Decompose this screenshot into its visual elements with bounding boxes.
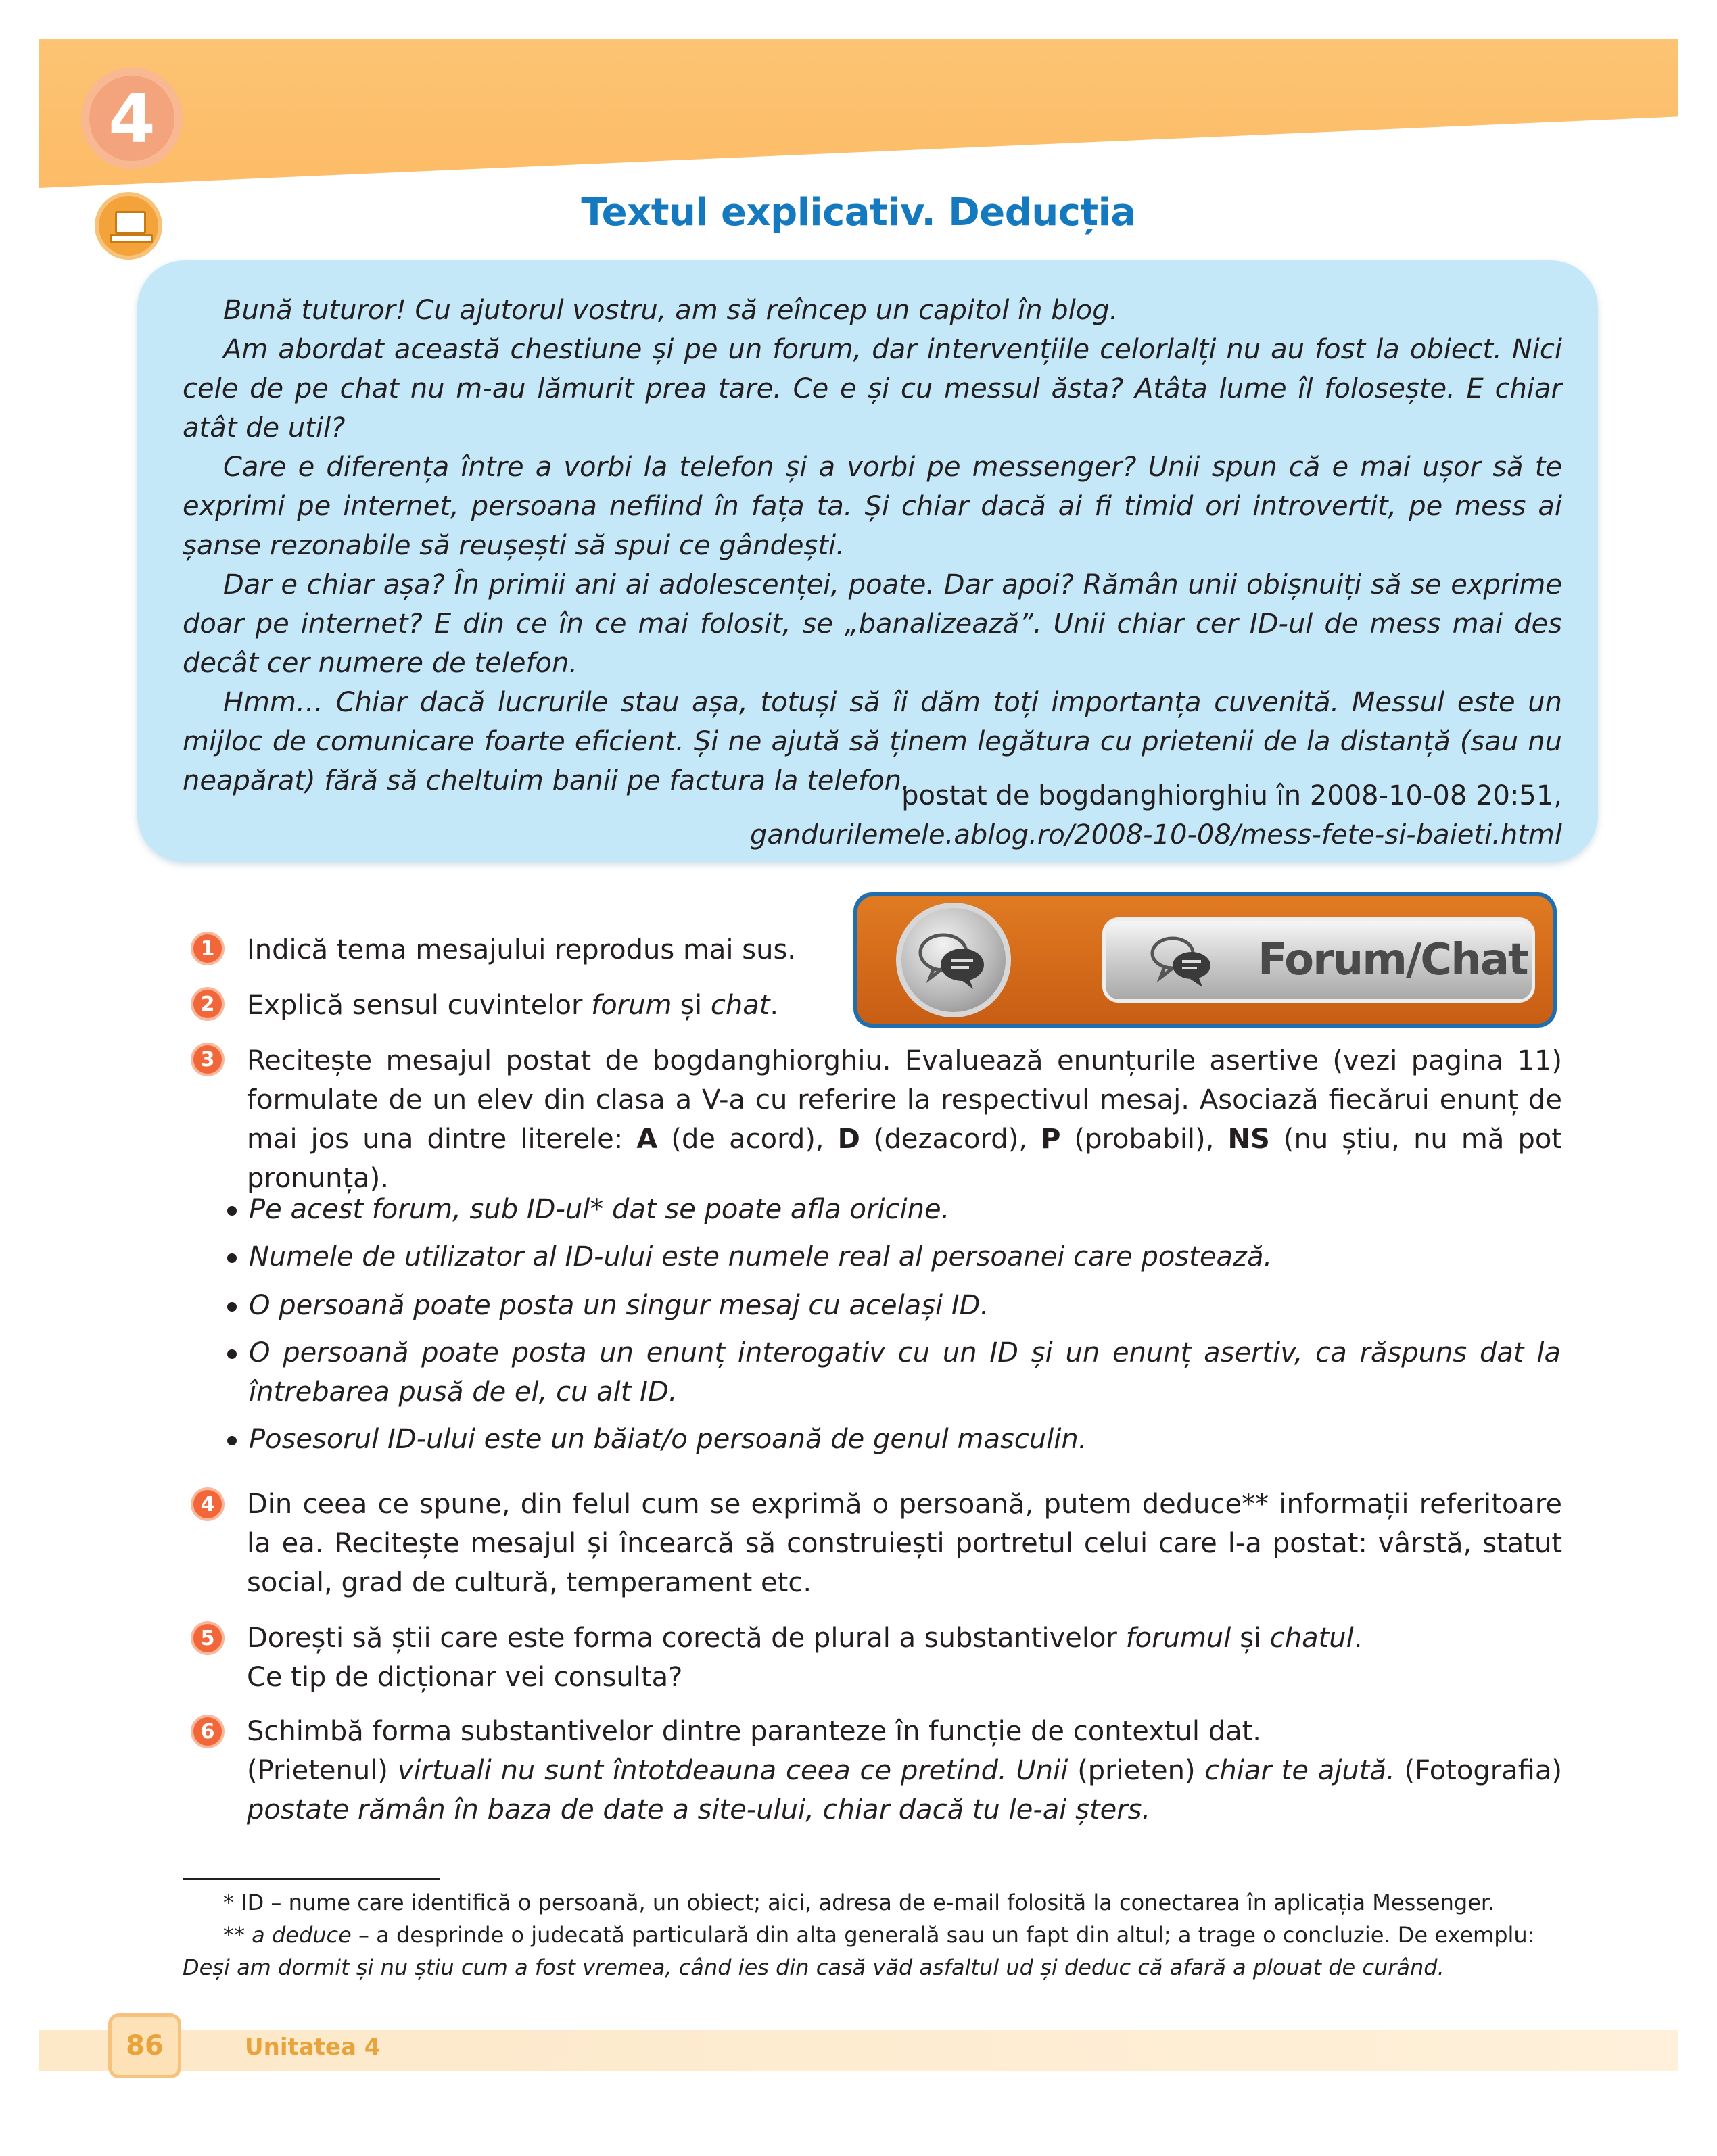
footnote-id: * ID – nume care identifică o persoană, un obiect; aici, adresa de e-mail folosită la conectarea în aplicația Messenger. <box>223 1890 1495 1915</box>
bullet-icon <box>227 1206 237 1216</box>
forum-chat-label: Forum/Chat <box>1258 935 1528 985</box>
statement-item: Numele de utilizator al ID-ului este numele real al persoanei care postează. <box>249 1241 1273 1272</box>
statement-item: O persoană poate posta un enunț interogativ cu un ID și un enunț asertiv, ca răspuns dat la întrebarea pusă de el, cu alt ID. <box>249 1337 1561 1408</box>
question-number: 1 <box>191 932 225 965</box>
quote-paragraph: Dar e chiar așa? În primii ani ai adolescenței, poate. Dar apoi? Rămân unii obișnuiți să se exprime doar pe internet? E din ce în ce mai folosit, se „banalizează”. Unii chiar cer ID-ul de mess mai des decât cer numere de telefon. <box>183 569 1562 679</box>
bullet-icon <box>227 1349 237 1359</box>
question-1-text: Indică tema mesajului reprodus mai sus. <box>247 934 796 965</box>
bullet-icon <box>227 1436 237 1445</box>
question-5-text: Dorești să știi care este forma corectă de plural a substantivelor forumul și chatul. Ce tip de dicționar vei consulta? <box>247 1623 1363 1693</box>
speech-bubbles-icon <box>896 903 1011 1017</box>
quote-paragraph: Bună tuturor! Cu ajutorul vostru, am să reîncep un capitol în blog. <box>223 295 1119 326</box>
bullet-icon <box>227 1302 237 1312</box>
quote-url: gandurilemele.ablog.ro/2008-10-08/mess-fete-si-baieti.html <box>750 819 1562 851</box>
question-number: 4 <box>191 1487 225 1521</box>
statement-item: Pe acest forum, sub ID-ul* dat se poate afla oricine. <box>249 1194 950 1225</box>
quote-author: postat de bogdanghiorghiu în 2008-10-08 20:51, <box>901 780 1562 811</box>
question-number: 3 <box>191 1043 225 1076</box>
footer-unit-label: Unitatea 4 <box>245 2034 381 2061</box>
question-4-text: Din ceea ce spune, din felul cum se exprimă o persoană, putem deduce** informații referitoare la ea. Recitește mesajul și încearcă să construiești portretul celui care l-a postat: vârstă, statut social, grad de cultură, temperament etc. <box>247 1489 1562 1598</box>
unit-number: 4 <box>108 78 156 158</box>
question-number: 2 <box>191 987 225 1021</box>
footnote-divider <box>183 1878 440 1880</box>
footnote-deduce: ** a deduce – a desprinde o judecată particulară din alta generală sau un fapt din altul; a trage o concluzie. De exemplu: Deși am dormit și nu știu cum a fost vremea, când ies din casă văd asfaltul ud și deduc că afară a plouat de curând. <box>183 1922 1535 1980</box>
statement-item: Posesorul ID-ului este un băiat/o persoană de genul masculin. <box>249 1424 1087 1455</box>
unit-number-badge <box>81 68 183 169</box>
question-number: 5 <box>191 1621 225 1655</box>
question-3-text: Recitește mesajul postat de bogdanghiorghiu. Evaluează enunțurile asertive (vezi pagina 11) formulate de un elev din clasa a V-a cu referire la respectivul mesaj. Asociază fiecărui enunț de mai jos una dintre literele: A (de acord), D (dezacord), P (probabil), NS (nu știu, nu mă pot pronunța). <box>247 1045 1562 1194</box>
blog-quote-text <box>183 291 1562 800</box>
page-title: Textul explicativ. Deducția <box>581 191 1136 235</box>
quote-paragraph: Care e diferența între a vorbi la telefon și a vorbi pe messenger? Unii spun că e mai ușor să te exprimi pe internet, persoana nefiind în fața ta. Și chiar dacă ai fi timid ori introvertit, pe mess ai șanse rezonabile să reușești să spui ce gândești. <box>183 452 1562 561</box>
speech-bubbles-icon <box>1143 926 1224 994</box>
question-2-text: Explică sensul cuvintelor forum și chat. <box>247 990 779 1021</box>
page-number: 86 <box>108 2013 181 2078</box>
quote-source <box>744 776 1562 855</box>
quote-paragraph: Hmm… Chiar dacă lucrurile stau așa, totuși să îi dăm toți importanța cuvenită. Messul este un mijloc de comunicare foarte eficient. Și ne ajută să ținem legătura cu prietenii de la distanță (sau nu neapărat) fără să cheltuim banii pe factura la telefon. <box>183 687 1562 796</box>
header-banner <box>39 39 1678 188</box>
question-number: 6 <box>191 1715 225 1748</box>
question-6-text: Schimbă forma substantivelor dintre paranteze în funcție de contextul dat. (Prietenul) virtuali nu sunt întotdeauna ceea ce pretind. Unii (prieten) chiar te ajută. (Fotografia) postate rămân în baza de date a site-ului, chiar dacă tu le-ai șters. <box>247 1716 1562 1825</box>
quote-paragraph: Am abordat această chestiune și pe un forum, dar intervențiile celorlalți nu au fost la obiect. Nici cele de pe chat nu m-au lămurit prea tare. Ce e și cu messul ăsta? Atâta lume îl folosește. E chiar atât de util? <box>183 334 1562 444</box>
statement-item: O persoană poate posta un singur mesaj cu același ID. <box>249 1290 989 1321</box>
bullet-icon <box>227 1253 237 1263</box>
